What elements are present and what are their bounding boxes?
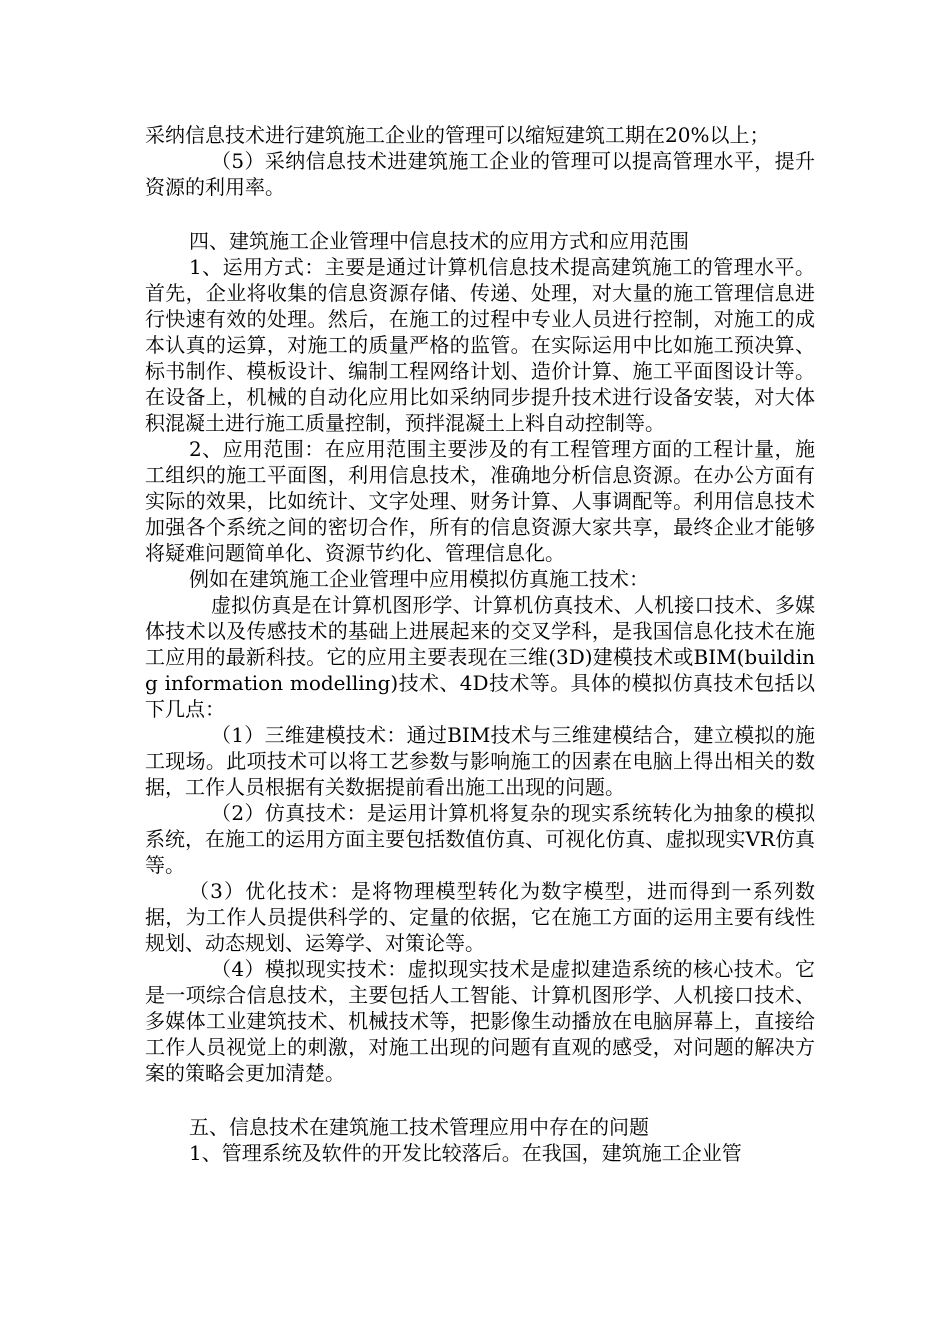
paragraph-p5: 例如在建筑施工企业管理中应用模拟仿真施工技术： [189,567,649,591]
paragraph-p9: （3）优化技术：是将物理模型转化为数字模型，进而得到一系列数据，为工作人员提供科学的、定量的依据，它在施工方面的运用主要有线性规划、动态规划、运筹学、对策论等。 [145,879,815,955]
paragraph-p6: 虚拟仿真是在计算机图形学、计算机仿真技术、人机接口技术、多媒体技术以及传感技术的基础上进展起来的交叉学科，是我国信息化技术在施工应用的最新科技。它的应用主要表现在三维(3D)建模技术或BIM(building information modelling)技术、4D技术等。具体的模拟仿真技术包括以下几点： [145,593,815,721]
paragraph-p8: （2）仿真技术：是运用计算机将复杂的现实系统转化为抽象的模拟系统，在施工的运用方面主要包括数值仿真、可视化仿真、虚拟现实VR仿真等。 [145,801,815,877]
paragraph-p11: 1、管理系统及软件的开发比较落后。在我国，建筑施工企业管 [189,1141,742,1165]
section-gap [145,200,815,228]
paragraph-p3: 1、运用方式：主要是通过计算机信息技术提高建筑施工的管理水平。首先，企业将收集的信息资源存储、传递、处理，对大量的施工管理信息进行快速有效的处理。然后，在施工的过程中专业人员进行控制，对施工的成本认真的运算，对施工的质量严格的监管。在实际运用中比如施工预决算、标书制作、模板设计、编制工程网络计划、造价计算、施工平面图设计等。在设备上，机械的自动化应用比如采纳同步提升技术进行设备安装，对大体积混凝土进行施工质量控制，预拌混凝土上料自动控制等。 [145,255,815,435]
section-heading-5: 五、信息技术在建筑施工技术管理应用中存在的问题 [189,1115,649,1139]
paragraph-p1: 采纳信息技术进行建筑施工企业的管理可以缩短建筑工期在20%以上； [145,123,770,147]
paragraph-p2: （5）采纳信息技术进建筑施工企业的管理可以提高管理水平，提升资源的利用率。 [145,149,815,199]
paragraph-p10: （4）模拟现实技术：虚拟现实技术是虚拟建造系统的核心技术。它是一项综合信息技术，主要包括人工智能、计算机图形学、人机接口技术、多媒体工业建筑技术、机械技术等，把影像生动播放在电脑屏幕上，直接给工作人员视觉上的刺激，对施工出现的问题有直观的感受，对问题的解决方案的策略会更加清楚。 [145,957,815,1085]
section-gap [145,1086,815,1114]
document-body [145,122,815,1166]
paragraph-p7: （1）三维建模技术：通过BIM技术与三维建模结合，建立模拟的施工现场。此项技术可以将工艺参数与影响施工的因素在电脑上得出相关的数据，工作人员根据有关数据提前看出施工出现的问题。 [145,723,815,799]
section-heading-4: 四、建筑施工企业管理中信息技术的应用方式和应用范围 [189,229,689,253]
paragraph-p4: 2、应用范围：在应用范围主要涉及的有工程管理方面的工程计量，施工组织的施工平面图，利用信息技术，准确地分析信息资源。在办公方面有实际的效果，比如统计、文字处理、财务计算、人事调配等。利用信息技术加强各个系统之间的密切合作，所有的信息资源大家共享，最终企业才能够将疑难问题简单化、资源节约化、管理信息化。 [145,437,815,565]
